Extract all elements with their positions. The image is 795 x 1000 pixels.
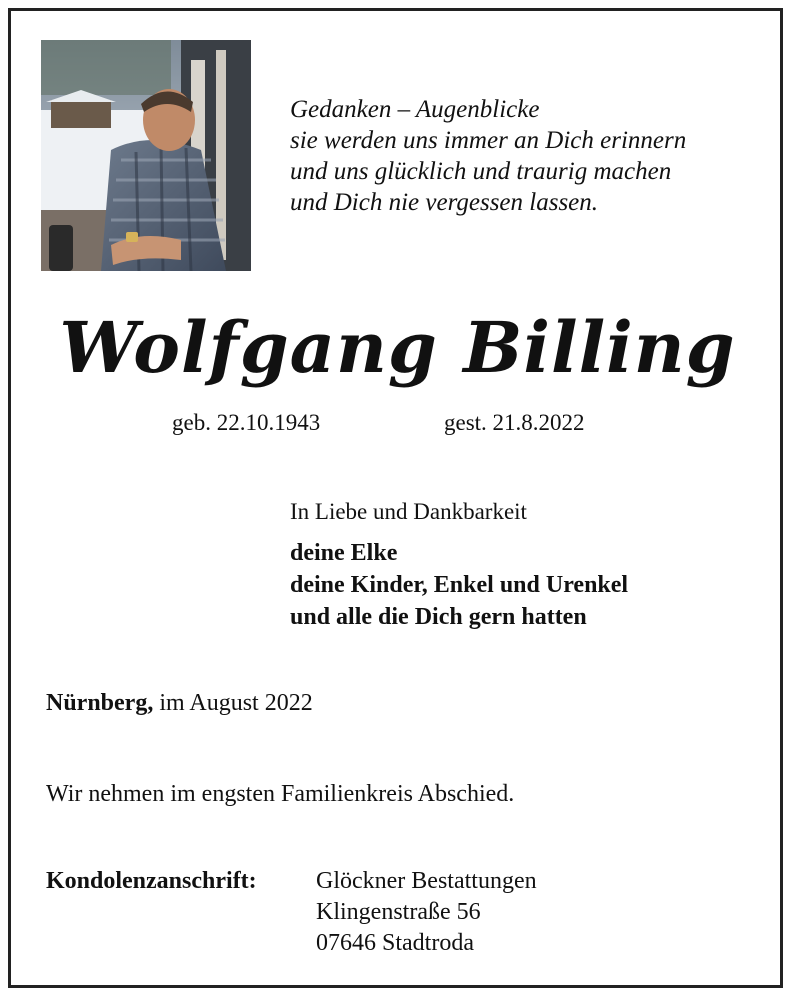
place-month: im August 2022 <box>153 690 313 716</box>
memorial-poem <box>290 94 686 218</box>
address-line: Glöckner Bestattungen <box>316 868 537 894</box>
mourners-block <box>290 497 628 633</box>
place-date <box>46 690 313 717</box>
birth-date: geb. 22.10.1943 <box>172 410 321 435</box>
death-date: gest. 21.8.2022 <box>444 410 585 435</box>
poem-line: und uns glücklich und traurig machen <box>290 158 672 185</box>
condolence-address <box>316 866 537 959</box>
mourner-line: deine Elke <box>290 540 398 566</box>
poem-line: sie werden uns immer an Dich erinnern <box>290 127 687 154</box>
mourners-intro: In Liebe und Dankbarkeit <box>290 499 527 524</box>
portrait-photo <box>41 40 251 271</box>
farewell-note: Wir nehmen im engsten Familienkreis Abschied. <box>46 781 515 807</box>
deceased-name: Wolfgang Billing <box>59 306 736 389</box>
address-line: Klingenstraße 56 <box>316 899 481 925</box>
poem-line: Gedanken – Augenblicke <box>290 96 540 123</box>
condolence-label: Kondolenzanschrift: <box>46 868 257 894</box>
address-line: 07646 Stadtroda <box>316 930 474 956</box>
poem-line: und Dich nie vergessen lassen. <box>290 189 599 216</box>
mourner-line: und alle die Dich gern hatten <box>290 604 587 630</box>
mourner-line: deine Kinder, Enkel und Urenkel <box>290 572 629 598</box>
place-city: Nürnberg, <box>46 690 154 716</box>
